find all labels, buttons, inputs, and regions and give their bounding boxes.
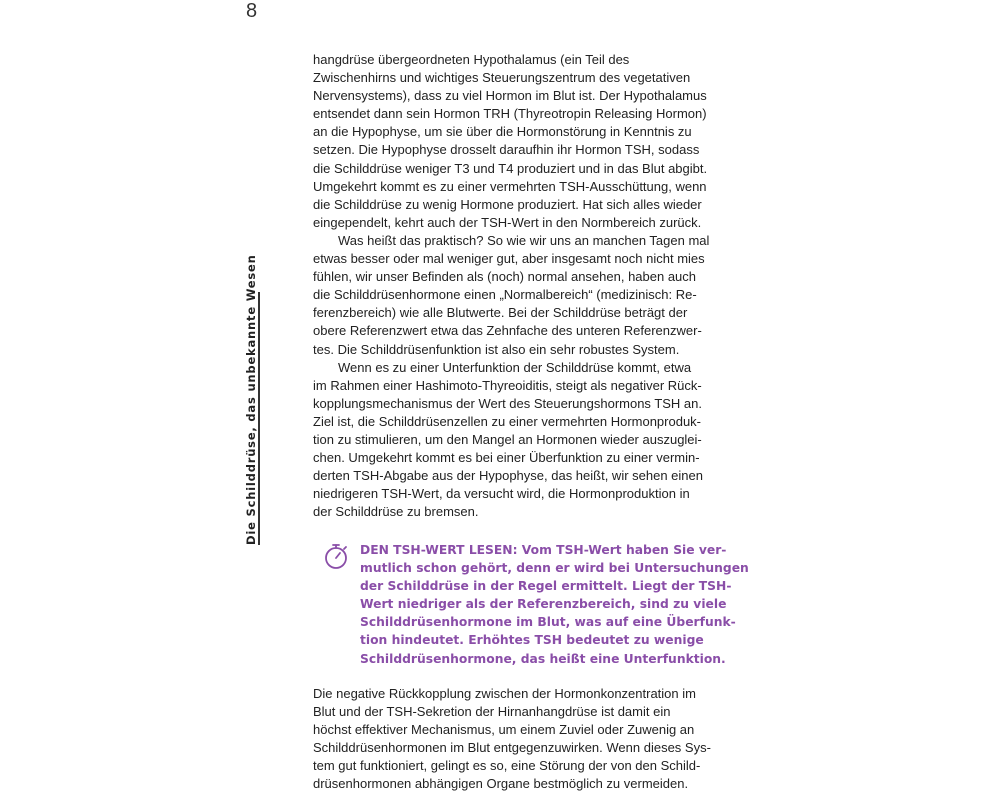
text-line: Blut und der TSH-Sekretion der Hirnanhangdrüse ist damit ein (313, 704, 671, 720)
tip-line: mutlich schon gehört, denn er wird bei Untersuchungen (360, 561, 749, 576)
text-line: die Schilddrüse weniger T3 und T4 produziert und in das Blut abgibt. (313, 160, 708, 176)
text-line: fühlen, wir unser Befinden als (noch) normal ansehen, haben auch (313, 269, 697, 285)
text-line: etwas besser oder mal weniger gut, aber insgesamt noch nicht mies (313, 251, 705, 267)
tip-line: DEN TSH-WERT LESEN: Vom TSH-Wert haben Sie ver- (360, 543, 727, 557)
text-line: niedrigeren TSH-Wert, da versucht wird, die Hormonproduktion in (313, 486, 690, 502)
text-line: kopplungsmechanismus der Wert des Steuerungshormons TSH an. (313, 395, 702, 411)
text-line: drüsenhormonen abhängigen Organe bestmöglich zu vermeiden. (313, 776, 689, 792)
text-line: Nervensystems), dass zu viel Hormon im Blut ist. Der Hypothalamus (313, 88, 707, 104)
text-line: Ziel ist, die Schilddrüsenzellen zu einer vermehrten Hormonproduk- (313, 413, 702, 429)
text-line: eingependelt, kehrt auch der TSH-Wert in den Normbereich zurück. (313, 214, 702, 230)
main-text-top (313, 51, 753, 521)
text-line: Die negative Rückkopplung zwischen der Hormonkonzentration im (313, 686, 696, 701)
tsh-tip-box (360, 541, 760, 668)
tip-line: Wert niedriger als der Referenzbereich, sind zu viele (360, 597, 727, 612)
text-line: Schilddrüsenhormonen im Blut entgegenzuwirken. Wenn dieses Sys- (313, 740, 711, 756)
page-number: 8 (246, 0, 258, 22)
paragraph-1 (313, 51, 753, 232)
text-line: Zwischenhirns und wichtiges Steuerungszentrum des vegetativen (313, 70, 691, 86)
paragraph-4 (313, 685, 753, 794)
text-line: die Schilddrüsenhormone einen „Normalbereich“ (medizinisch: Re- (313, 287, 697, 303)
text-line: tion zu stimulieren, um den Mangel an Hormonen wieder auszuglei- (313, 431, 702, 447)
text-line: tem gut funktioniert, gelingt es so, eine Störung der von den Schild- (313, 758, 701, 774)
tip-line: der Schilddrüse in der Regel ermittelt. Liegt der TSH- (360, 579, 732, 594)
text-line: ferenzbereich) wie alle Blutwerte. Bei der Schilddrüse beträgt der (313, 305, 688, 321)
text-line: im Rahmen einer Hashimoto-Thyreoiditis, steigt als negativer Rück- (313, 377, 702, 393)
text-line: der Schilddrüse zu bremsen. (313, 504, 479, 520)
paragraph-2 (313, 232, 753, 359)
text-line: obere Referenzwert etwa das Zehnfache des unteren Referenzwer- (313, 323, 702, 339)
tip-line: tion hindeutet. Erhöhtes TSH bedeutet zu wenige (360, 633, 704, 648)
text-line: chen. Umgekehrt kommt es bei einer Überfunktion zu einer vermin- (313, 450, 700, 466)
text-line: setzen. Die Hypophyse drosselt daraufhin ihr Hormon TSH, sodass (313, 142, 700, 158)
tip-line: Schilddrüsenhormone im Blut, was auf eine Überfunk- (360, 615, 736, 630)
main-text-bottom (313, 685, 753, 794)
text-line: tes. Die Schilddrüsenfunktion ist also ein sehr robustes System. (313, 341, 680, 357)
text-line: Was heißt das praktisch? So wie wir uns an manchen Tagen mal (338, 232, 710, 248)
text-line: Umgekehrt kommt es zu einer vermehrten TSH-Ausschüttung, wenn (313, 178, 707, 194)
tip-line: Schilddrüsenhormone, das heißt eine Unterfunktion. (360, 651, 726, 666)
running-title: Die Schilddrüse, das unbekannte Wesen (244, 254, 258, 545)
text-line: entsendet dann sein Hormon TRH (Thyreotropin Releasing Hormon) (313, 106, 707, 122)
text-line: höchst effektiver Mechanismus, um einem Zuviel oder Zuwenig an (313, 722, 695, 738)
text-line: hangdrüse übergeordneten Hypothalamus (ein Teil des (313, 52, 630, 67)
text-line: die Schilddrüse zu wenig Hormone produziert. Hat sich alles wieder (313, 196, 702, 212)
text-line: derten TSH-Abgabe aus der Hypophyse, das heißt, wir sehen einen (313, 468, 703, 484)
text-line: Wenn es zu einer Unterfunktion der Schilddrüse kommt, etwa (338, 359, 692, 375)
text-line: an die Hypophyse, um sie über die Hormonstörung in Kenntnis zu (313, 124, 692, 140)
stopwatch-icon (323, 542, 349, 570)
running-title-rule (258, 292, 260, 545)
paragraph-3 (313, 359, 753, 522)
